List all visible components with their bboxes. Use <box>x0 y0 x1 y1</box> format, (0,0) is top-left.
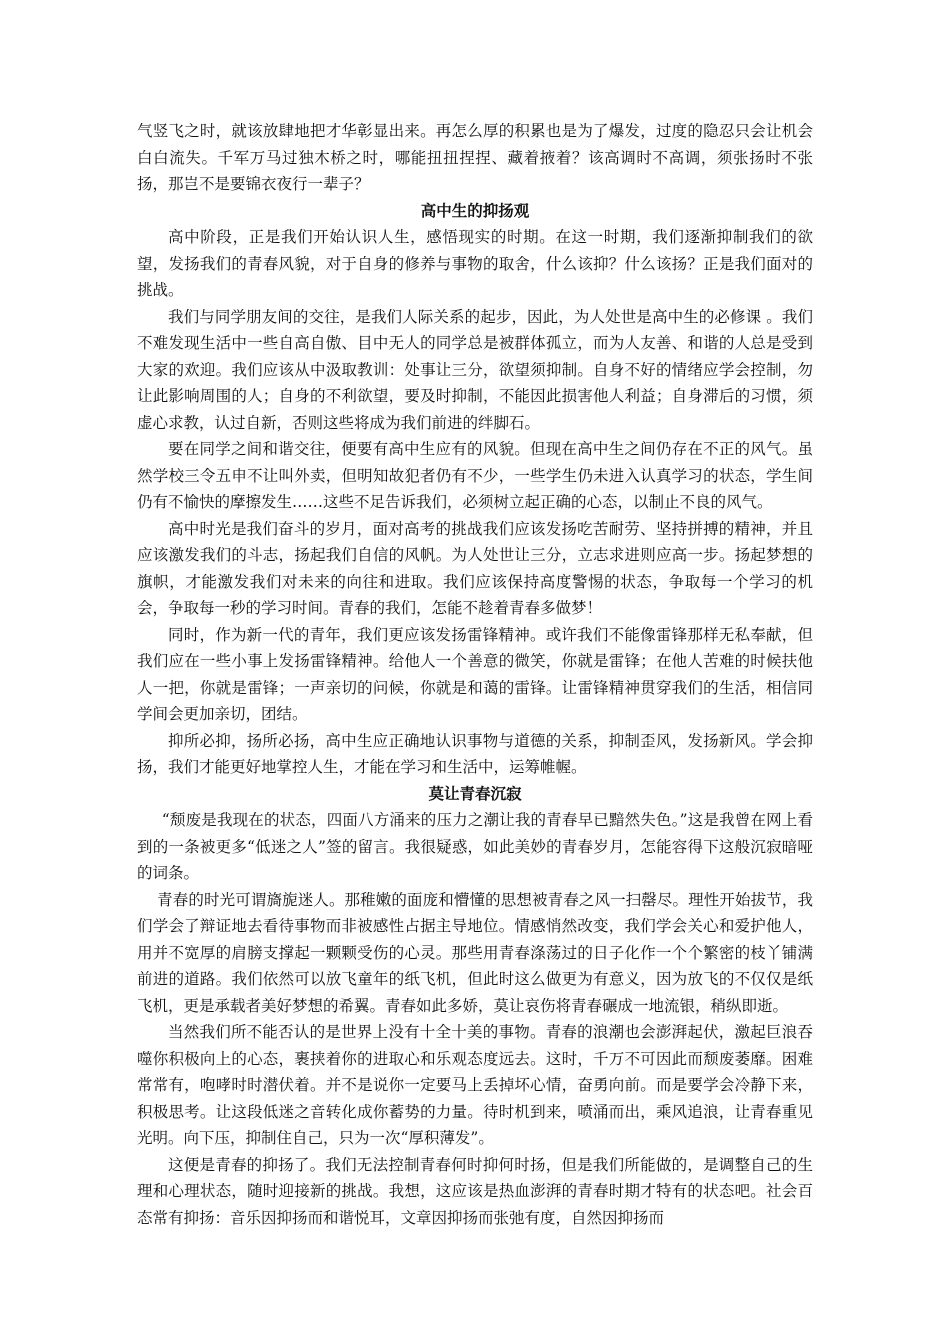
section1-paragraph-2: 我们与同学朋友间的交往，是我们人际关系的起步，因此，为人处世是高中生的必修课 。我们不难发现生活中一些自高自傲、目中无人的同学总是被群体孤立，而为人友善、和谐的人总是受到大家的欢迎。我们应该从中汲取教训：处事让三分，欲望须抑制。自身不好的情绪应学会控制，勿让此影响周围的人；自身的不利欲望，要及时抑制，不能因此损害他人利益；自身滞后的习惯，须虚心求教，认过自新，否则这些将成为我们前进的绊脚石。 <box>137 307 813 432</box>
section2-paragraph-1: “颓废是我现在的状态，四面八方涌来的压力之潮让我的青春早已黯然失色。”这是我曾在网上看到的一条被更多“低迷之人”签的留言。我很疑惑，如此美妙的青春岁月，怎能容得下这般沉寂暗哑的词条。 <box>137 811 813 882</box>
section2-paragraph-2: 青春的时光可谓旖旎迷人。那稚嫩的面庞和懵懂的思想被青春之风一扫罄尽。理性开始拔节，我们学会了辩证地去看待事物而非被感性占据主导地位。情感悄然改变，我们学会关心和爱护他人，用并不宽厚的肩膀支撑起一颗颗受伤的心灵。那些用青春涤荡过的日子化作一个个繁密的枝丫铺满前进的道路。我们依然可以放飞童年的纸飞机，但此时这么做更为有意义，因为放飞的不仅仅是纸飞机，更是承载者美好梦想的希翼。青春如此多娇，莫让哀伤将青春碾成一地流银，稍纵即逝。 <box>137 890 813 1015</box>
opening-paragraph: 气竖飞之时，就该放肆地把才华彰显出来。再怎么厚的积累也是为了爆发，过度的隐忍只会让机会白白流失。千军万马过独木桥之时，哪能扭扭捏捏、藏着掖着？该高调时不高调，须张扬时不张扬，那岂不是要锦衣夜行一辈子？ <box>137 122 813 193</box>
section1-paragraph-3: 要在同学之间和谐交往，便要有高中生应有的风貌。但现在高中生之间仍存在不正的风气。虽然学校三令五申不让叫外卖，但明知故犯者仍有不少，一些学生仍未进入认真学习的状态，学生间仍有不愉快的摩擦发生……这些不足告诉我们，必须树立起正确的心态，以制止不良的风气。 <box>137 440 813 511</box>
section2-paragraph-4: 这便是青春的抑扬了。我们无法控制青春何时抑何时扬，但是我们所能做的，是调整自己的生理和心理状态，随时迎接新的挑战。我想，这应该是热血澎湃的青春时期才特有的状态吧。社会百态常有抑扬：音乐因抑扬而和谐悦耳，文章因抑扬而张弛有度，自然因抑扬而 <box>137 1155 813 1227</box>
section1-paragraph-6: 抑所必抑，扬所必扬，高中生应正确地认识事物与道德的关系，抑制歪风，发扬新风。学会抑扬，我们才能更好地掌控人生，才能在学习和生活中，运筹帷幄。 <box>137 731 813 776</box>
section1-paragraph-4: 高中时光是我们奋斗的岁月，面对高考的挑战我们应该发扬吃苦耐劳、坚持拼搏的精神，并且应该激发我们的斗志，扬起我们自信的风帆。为人处世让三分，立志求进则应高一步。扬起梦想的旗帜，才能激发我们对未来的向往和进取。我们应该保持高度警惕的状态，争取每一个学习的机会，争取每一秒的学习时间。青春的我们，怎能不趁着青春多做梦！ <box>137 519 813 617</box>
section-title-high-school-view: 高中生的抑扬观 <box>420 201 530 220</box>
section-title-youth: 莫让青春沉寂 <box>428 784 522 803</box>
section1-paragraph-5: 同时，作为新一代的青年，我们更应该发扬雷锋精神。或许我们不能像雷锋那样无私奉献，但我们应在一些小事上发扬雷锋精神。给他人一个善意的微笑，你就是雷锋；在他人苦难的时候扶他人一把，你就是雷锋；一声亲切的问候，你就是和蔼的雷锋。让雷锋精神贯穿我们的生活，相信同学间会更加亲切，团结。 <box>137 625 813 723</box>
section2-paragraph-3: 当然我们所不能否认的是世界上没有十全十美的事物。青春的浪潮也会澎湃起伏，激起巨浪吞噬你积极向上的心态，裹挟着你的进取心和乐观态度远去。这时，千万不可因此而颓废萎靡。困难常常有，咆哮时时潜伏着。并不是说你一定要马上丢掉坏心情，奋勇向前。而是要学会冷静下来，积极思考。让这段低迷之音转化成你蓄势的力量。待时机到来，喷涌而出，乘风追浪，让青春重见光明。向下压，抑制住自己，只为一次“厚积薄发”。 <box>137 1023 813 1147</box>
section1-paragraph-1: 高中阶段，正是我们开始认识人生，感悟现实的时期。在这一时期，我们逐渐抑制我们的欲望，发扬我们的青春风貌，对于自身的修养与事物的取舍，什么该抑？什么该扬？正是我们面对的挑战。 <box>137 228 813 299</box>
document-page <box>137 118 813 1231</box>
